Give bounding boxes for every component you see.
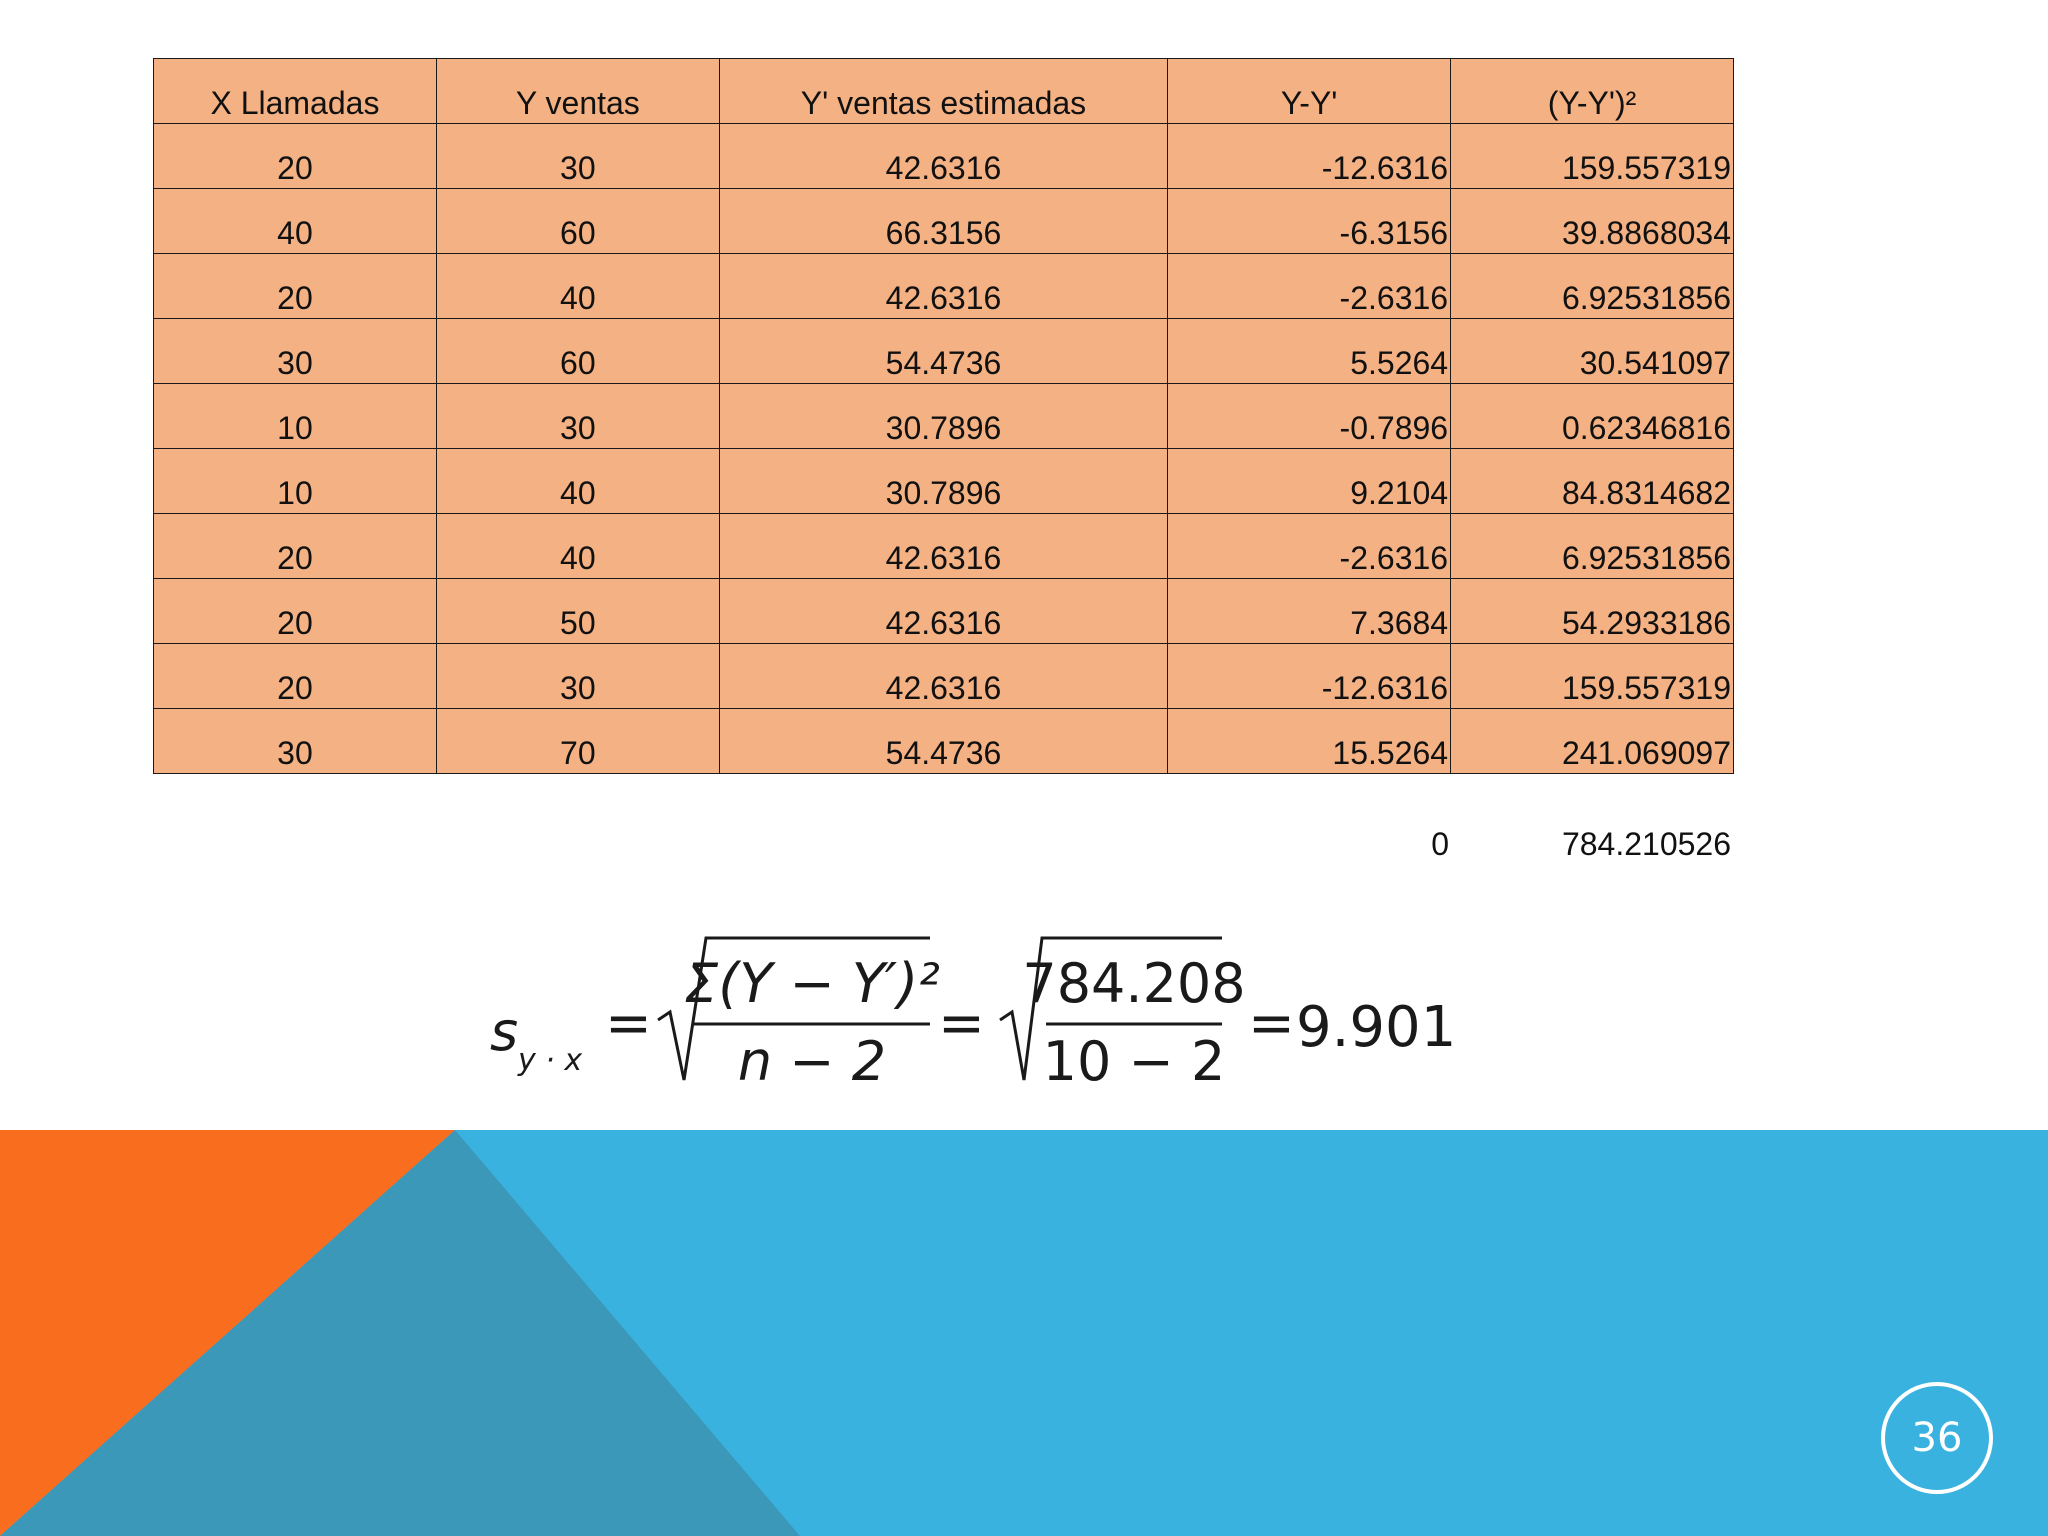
header-residual-squared: (Y-Y')² [1451, 59, 1734, 124]
cell-y: 50 [436, 579, 719, 644]
cell-x: 30 [154, 319, 437, 384]
table-row [154, 384, 1734, 449]
formula-numeric-denominator: 10 − 2 [1042, 1030, 1226, 1093]
formula-equals-2: = [938, 991, 985, 1056]
cell-y-estimated: 66.3156 [719, 189, 1167, 254]
table-row [154, 189, 1734, 254]
cell-residual-squared: 84.8314682 [1451, 449, 1734, 514]
cell-x: 20 [154, 514, 437, 579]
total-residual-squared: 784.210526 [1561, 826, 1731, 862]
total-residual: 0 [1431, 826, 1449, 862]
cell-x: 20 [154, 254, 437, 319]
cell-residual: -2.6316 [1168, 514, 1451, 579]
cell-y: 40 [436, 254, 719, 319]
cell-y: 60 [436, 189, 719, 254]
formula-numerator: Σ(Y − Y′)² [684, 952, 940, 1015]
cell-y: 40 [436, 449, 719, 514]
cell-residual: 9.2104 [1168, 449, 1451, 514]
header-y-ventas: Y ventas [436, 59, 719, 124]
cell-residual: -2.6316 [1168, 254, 1451, 319]
cell-y-estimated: 42.6316 [719, 514, 1167, 579]
table-row [154, 644, 1734, 709]
cell-residual-squared: 6.92531856 [1451, 254, 1734, 319]
cell-x: 40 [154, 189, 437, 254]
header-x-llamadas: X Llamadas [154, 59, 437, 124]
standard-error-formula [470, 920, 1457, 1100]
formula-result: 9.901 [1296, 995, 1457, 1060]
cell-residual: -12.6316 [1168, 124, 1451, 189]
table-header-row [154, 59, 1734, 124]
table-row [154, 514, 1734, 579]
cell-y: 60 [436, 319, 719, 384]
cell-residual-squared: 30.541097 [1451, 319, 1734, 384]
cell-residual: -6.3156 [1168, 189, 1451, 254]
cell-y-estimated: 30.7896 [719, 384, 1167, 449]
table-row [154, 124, 1734, 189]
table-row [154, 254, 1734, 319]
table-row [154, 449, 1734, 514]
formula-lhs-symbol: s [490, 1000, 519, 1063]
formula-equals-1: = [605, 991, 652, 1056]
decorative-footer-shapes [0, 1130, 2048, 1536]
cell-x: 20 [154, 644, 437, 709]
cell-y-estimated: 42.6316 [719, 579, 1167, 644]
cell-y: 30 [436, 644, 719, 709]
cell-residual-squared: 6.92531856 [1451, 514, 1734, 579]
cell-y-estimated: 54.4736 [719, 709, 1167, 774]
cell-residual: 15.5264 [1168, 709, 1451, 774]
cell-x: 20 [154, 124, 437, 189]
cell-residual-squared: 54.2933186 [1451, 579, 1734, 644]
cell-x: 20 [154, 579, 437, 644]
cell-y-estimated: 42.6316 [719, 254, 1167, 319]
cell-y-estimated: 30.7896 [719, 449, 1167, 514]
table-row [154, 709, 1734, 774]
regression-table [153, 58, 1734, 774]
formula-numeric-numerator: 784.208 [1022, 952, 1246, 1015]
cell-x: 10 [154, 384, 437, 449]
cell-residual: -12.6316 [1168, 644, 1451, 709]
cell-residual-squared: 159.557319 [1451, 124, 1734, 189]
cell-y-estimated: 42.6316 [719, 124, 1167, 189]
cell-residual: 5.5264 [1168, 319, 1451, 384]
cell-residual-squared: 241.069097 [1451, 709, 1734, 774]
cell-residual-squared: 159.557319 [1451, 644, 1734, 709]
formula-denominator: n − 2 [737, 1030, 887, 1093]
cell-y: 30 [436, 124, 719, 189]
cell-y: 40 [436, 514, 719, 579]
table-row [154, 579, 1734, 644]
header-residual: Y-Y' [1168, 59, 1451, 124]
cell-residual: -0.7896 [1168, 384, 1451, 449]
formula-equals-3: = [1248, 991, 1295, 1056]
header-y-estimated: Y' ventas estimadas [719, 59, 1167, 124]
formula-lhs-subscript: y · x [518, 1043, 583, 1078]
cell-residual-squared: 0.62346816 [1451, 384, 1734, 449]
cell-y: 30 [436, 384, 719, 449]
cell-y: 70 [436, 709, 719, 774]
cell-x: 30 [154, 709, 437, 774]
page-number-badge: 36 [1881, 1382, 1993, 1494]
table-row [154, 319, 1734, 384]
cell-residual: 7.3684 [1168, 579, 1451, 644]
cell-y-estimated: 54.4736 [719, 319, 1167, 384]
cell-y-estimated: 42.6316 [719, 644, 1167, 709]
cell-residual-squared: 39.8868034 [1451, 189, 1734, 254]
cell-x: 10 [154, 449, 437, 514]
